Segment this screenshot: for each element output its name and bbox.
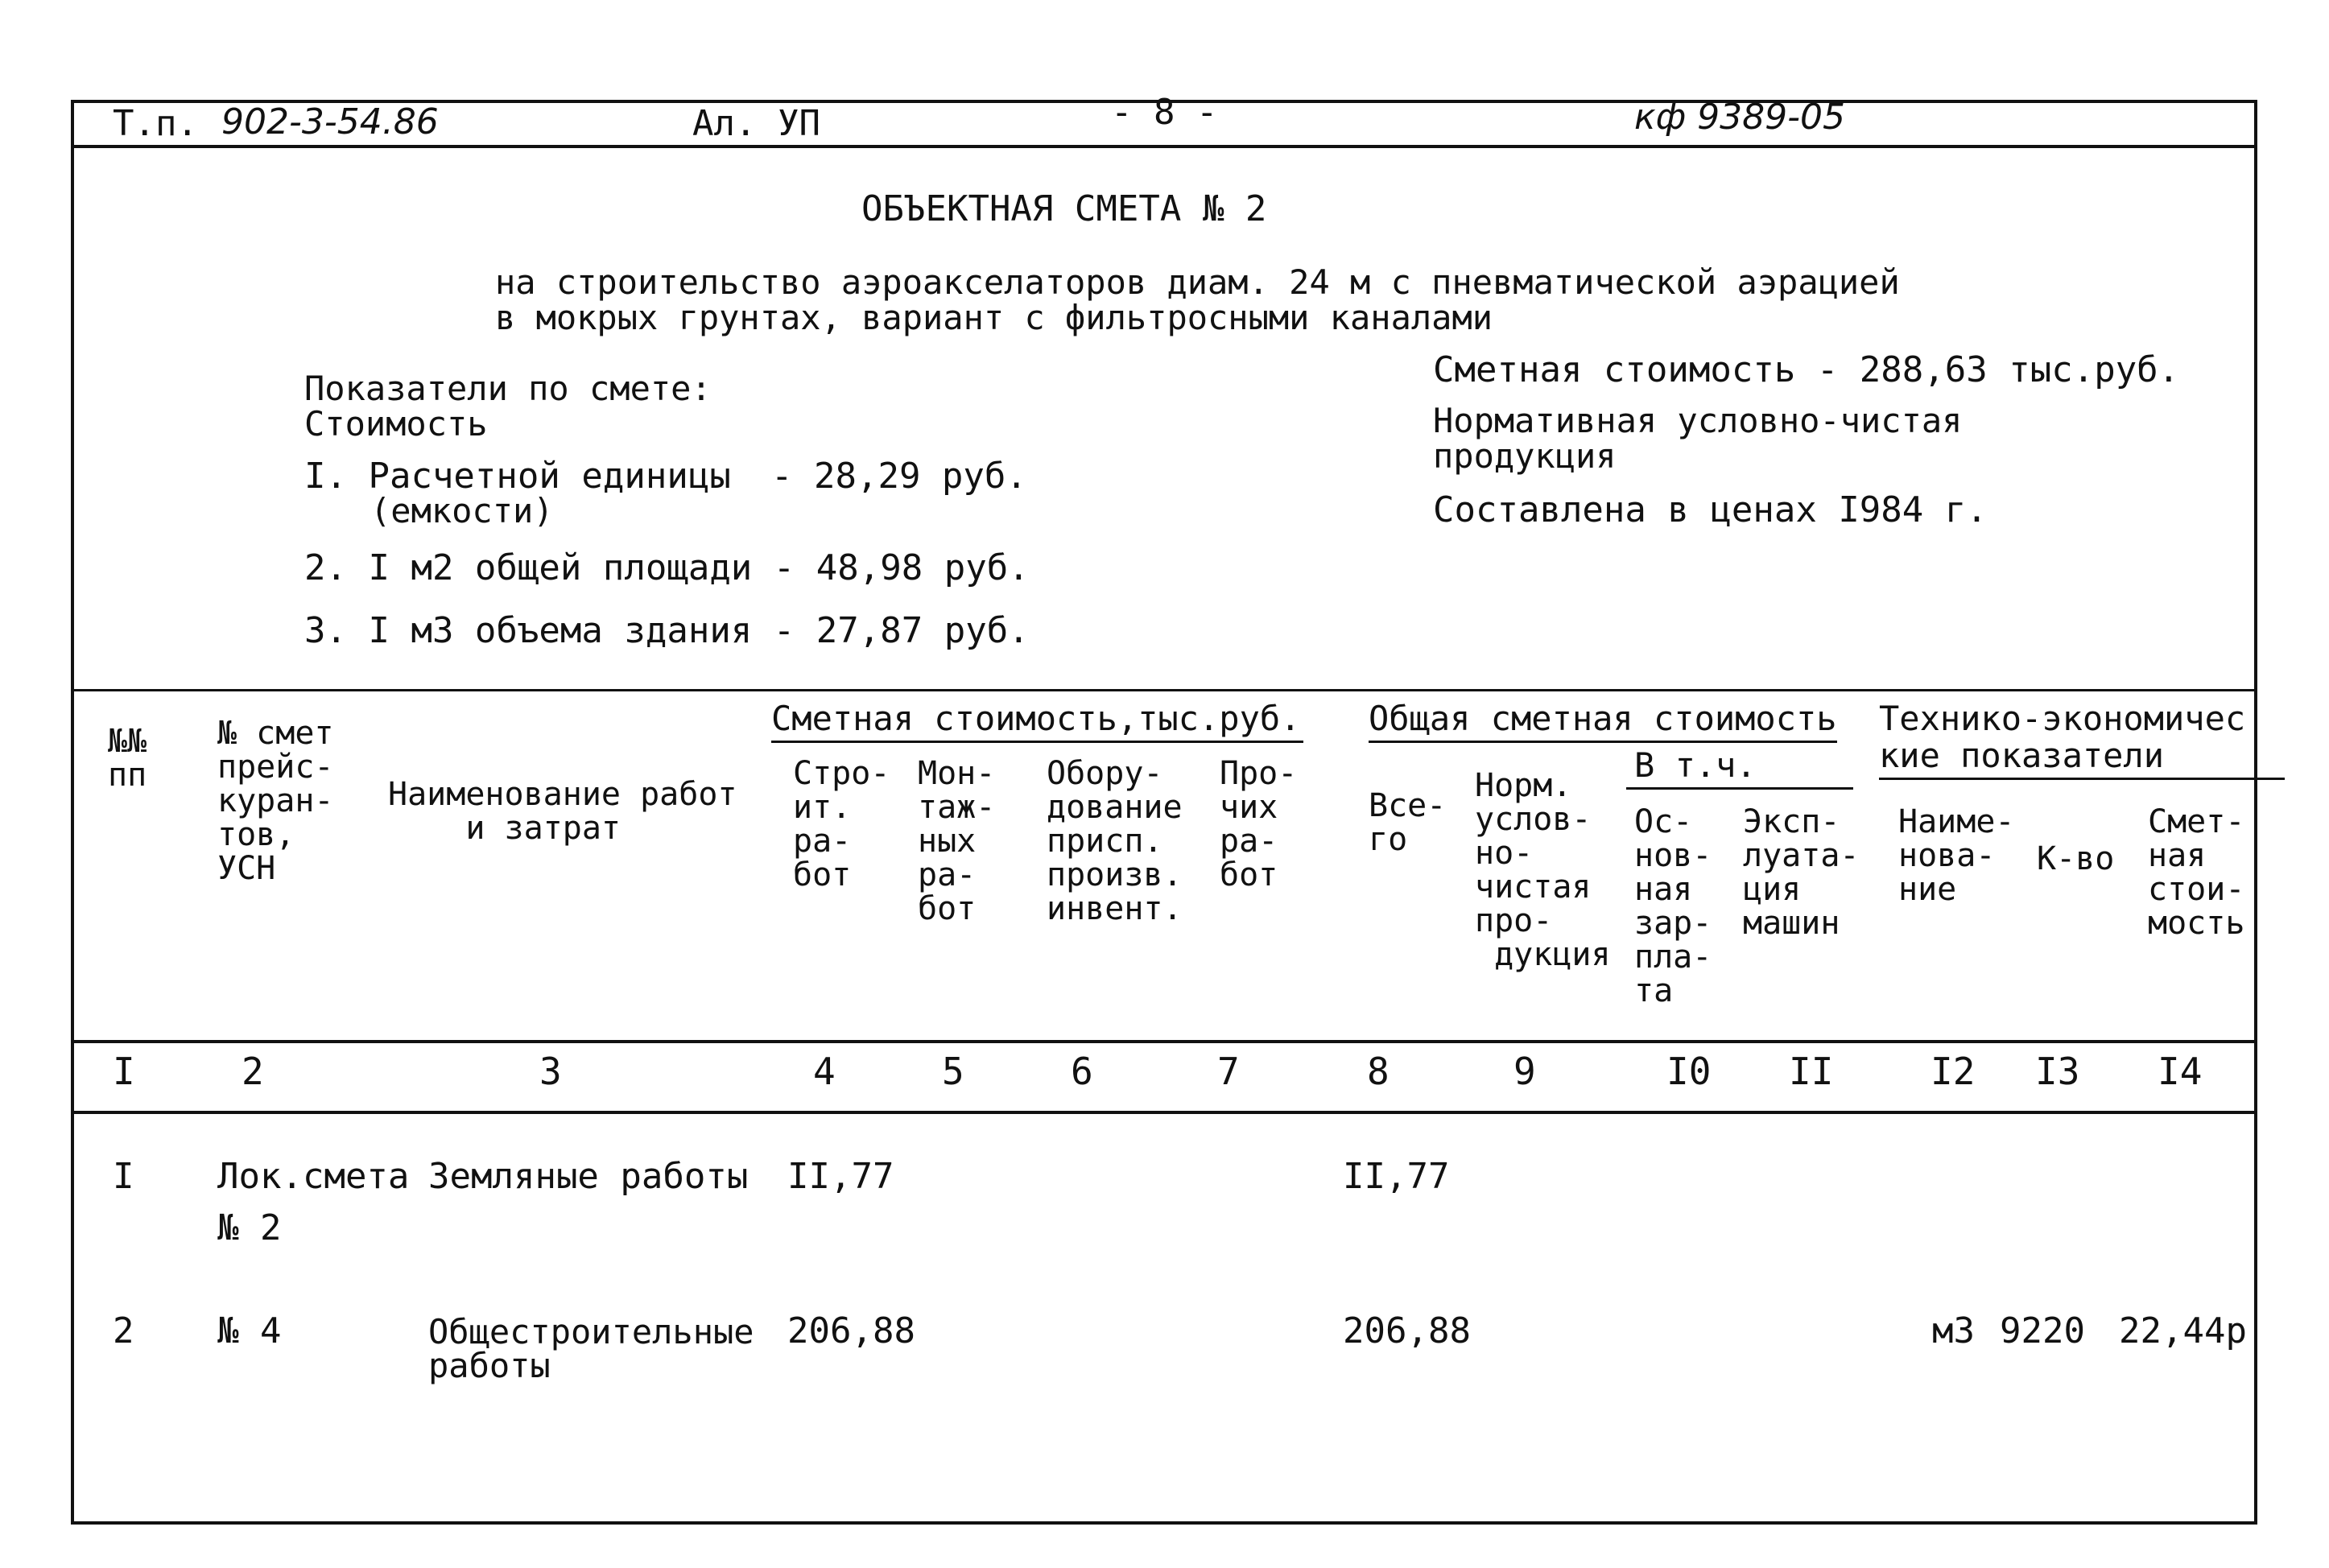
indicator-2: 2. I м2 общей площади - 48,98 руб.: [304, 547, 1030, 588]
indicator-3: 3. I м3 объема здания - 27,87 руб.: [304, 610, 1030, 651]
col-header-7: Про- чих ра- бот: [1220, 755, 1298, 893]
col-header-4: Стро- ит. ра- бот: [793, 755, 890, 893]
tp-prefix: Т.п.: [113, 103, 198, 144]
col-header-3: Наименование работ и затрат: [388, 776, 737, 847]
norm-production-line-1: Нормативная условно-чистая: [1433, 401, 1963, 440]
group-header-total-cost: Общая сметная стоимость: [1369, 702, 1837, 743]
title-line-1: на строительство аэроакселаторов диам. 24 м с пневматической аэрацией: [495, 262, 1900, 302]
col-number-9: 9: [1513, 1050, 1536, 1093]
row-1-name: Земляные работы: [428, 1156, 749, 1197]
group-header-tech-econ-2: кие показатели: [1879, 739, 2285, 780]
col-number-14: I4: [2158, 1050, 2203, 1093]
col-number-4: 4: [813, 1050, 836, 1093]
indicator-1-name: I. Расчетной единицы: [304, 456, 731, 497]
album-label: Ал. УП: [692, 103, 820, 144]
row-2-construction: 206,88: [787, 1310, 915, 1351]
indicator-1-value: - 28,29 руб.: [771, 456, 1027, 497]
indicator-1-sub: (емкости): [370, 491, 554, 530]
price-base: Составлена в ценах I984 г.: [1433, 489, 1988, 530]
col-number-1: I: [113, 1050, 135, 1093]
col-number-5: 5: [942, 1050, 964, 1093]
header-divider: [71, 145, 2257, 148]
col-header-12: Наиме- нова- ние: [1898, 803, 2015, 908]
col-number-3: 3: [539, 1050, 562, 1093]
row-2-name: Общестроительные работы: [428, 1312, 754, 1385]
row-2-qty: 9220: [2000, 1310, 2085, 1351]
col-number-2: 2: [242, 1050, 264, 1093]
row-1-ref: Лок.смета: [217, 1156, 410, 1197]
row-2-ref: № 4: [217, 1310, 282, 1351]
norm-production-line-2: продукция: [1433, 436, 1617, 476]
title-line-2: в мокрых грунтах, вариант с фильтросными каналами: [495, 298, 1493, 337]
col-header-8: Все- го: [1369, 787, 1447, 858]
group-header-including: В т.ч.: [1626, 749, 1853, 790]
group-header-tech-econ-1: Технико-экономичес: [1879, 699, 2246, 738]
page-number: - 8 -: [1111, 92, 1218, 133]
page-title: ОБЪЕКТНАЯ СМЕТА № 2: [861, 188, 1267, 229]
cost-label: Стоимость: [304, 404, 488, 444]
row-2-num: 2: [113, 1310, 134, 1351]
tp-number: 902-3-54.86: [221, 101, 439, 142]
col-number-13: I3: [2035, 1050, 2080, 1093]
row-1-ref-number: № 2: [217, 1207, 282, 1248]
row-2-total: 206,88: [1343, 1310, 1471, 1351]
col-header-14: Смет- ная стои- мость: [2148, 803, 2245, 942]
row-1-construction: II,77: [787, 1156, 894, 1197]
row-1-num: I: [113, 1156, 134, 1197]
row-2-unit: м3: [1932, 1310, 1975, 1351]
col-header-13: К-во: [2037, 840, 2115, 877]
col-header-9: Норм. услов- но- чистая про- дукция: [1475, 767, 1611, 973]
estimated-cost: Сметная стоимость - 288,63 тыс.руб.: [1433, 349, 2180, 390]
indicators-label: Показатели по смете:: [304, 369, 712, 408]
col-header-11: Эксп- луата- ция машин: [1743, 803, 1860, 942]
col-number-10: I0: [1666, 1050, 1712, 1093]
col-header-10: Ос- нов- ная зар- пла- та: [1634, 803, 1712, 1009]
row-2-unit-cost: 22,44р: [2119, 1310, 2247, 1351]
col-number-8: 8: [1367, 1050, 1390, 1093]
document-code: кф 9389-05: [1634, 97, 1846, 138]
col-header-1: №№ пп: [108, 723, 147, 794]
col-number-7: 7: [1217, 1050, 1240, 1093]
col-header-5: Мон- таж- ных ра- бот: [918, 755, 996, 927]
group-header-estimated-cost: Сметная стоимость,тыс.руб.: [771, 702, 1303, 743]
col-number-bottom-line: [71, 1111, 2257, 1114]
table-top-divider: [71, 689, 2257, 691]
row-1-total: II,77: [1343, 1156, 1450, 1197]
col-number-11: II: [1789, 1050, 1834, 1093]
col-header-2: № смет прейс- куран- тов, УСН: [217, 715, 334, 887]
col-number-6: 6: [1071, 1050, 1093, 1093]
col-number-12: I2: [1931, 1050, 1976, 1093]
col-number-top-line: [71, 1040, 2257, 1043]
col-header-6: Обору- дование присп. произв. инвент.: [1047, 755, 1183, 927]
